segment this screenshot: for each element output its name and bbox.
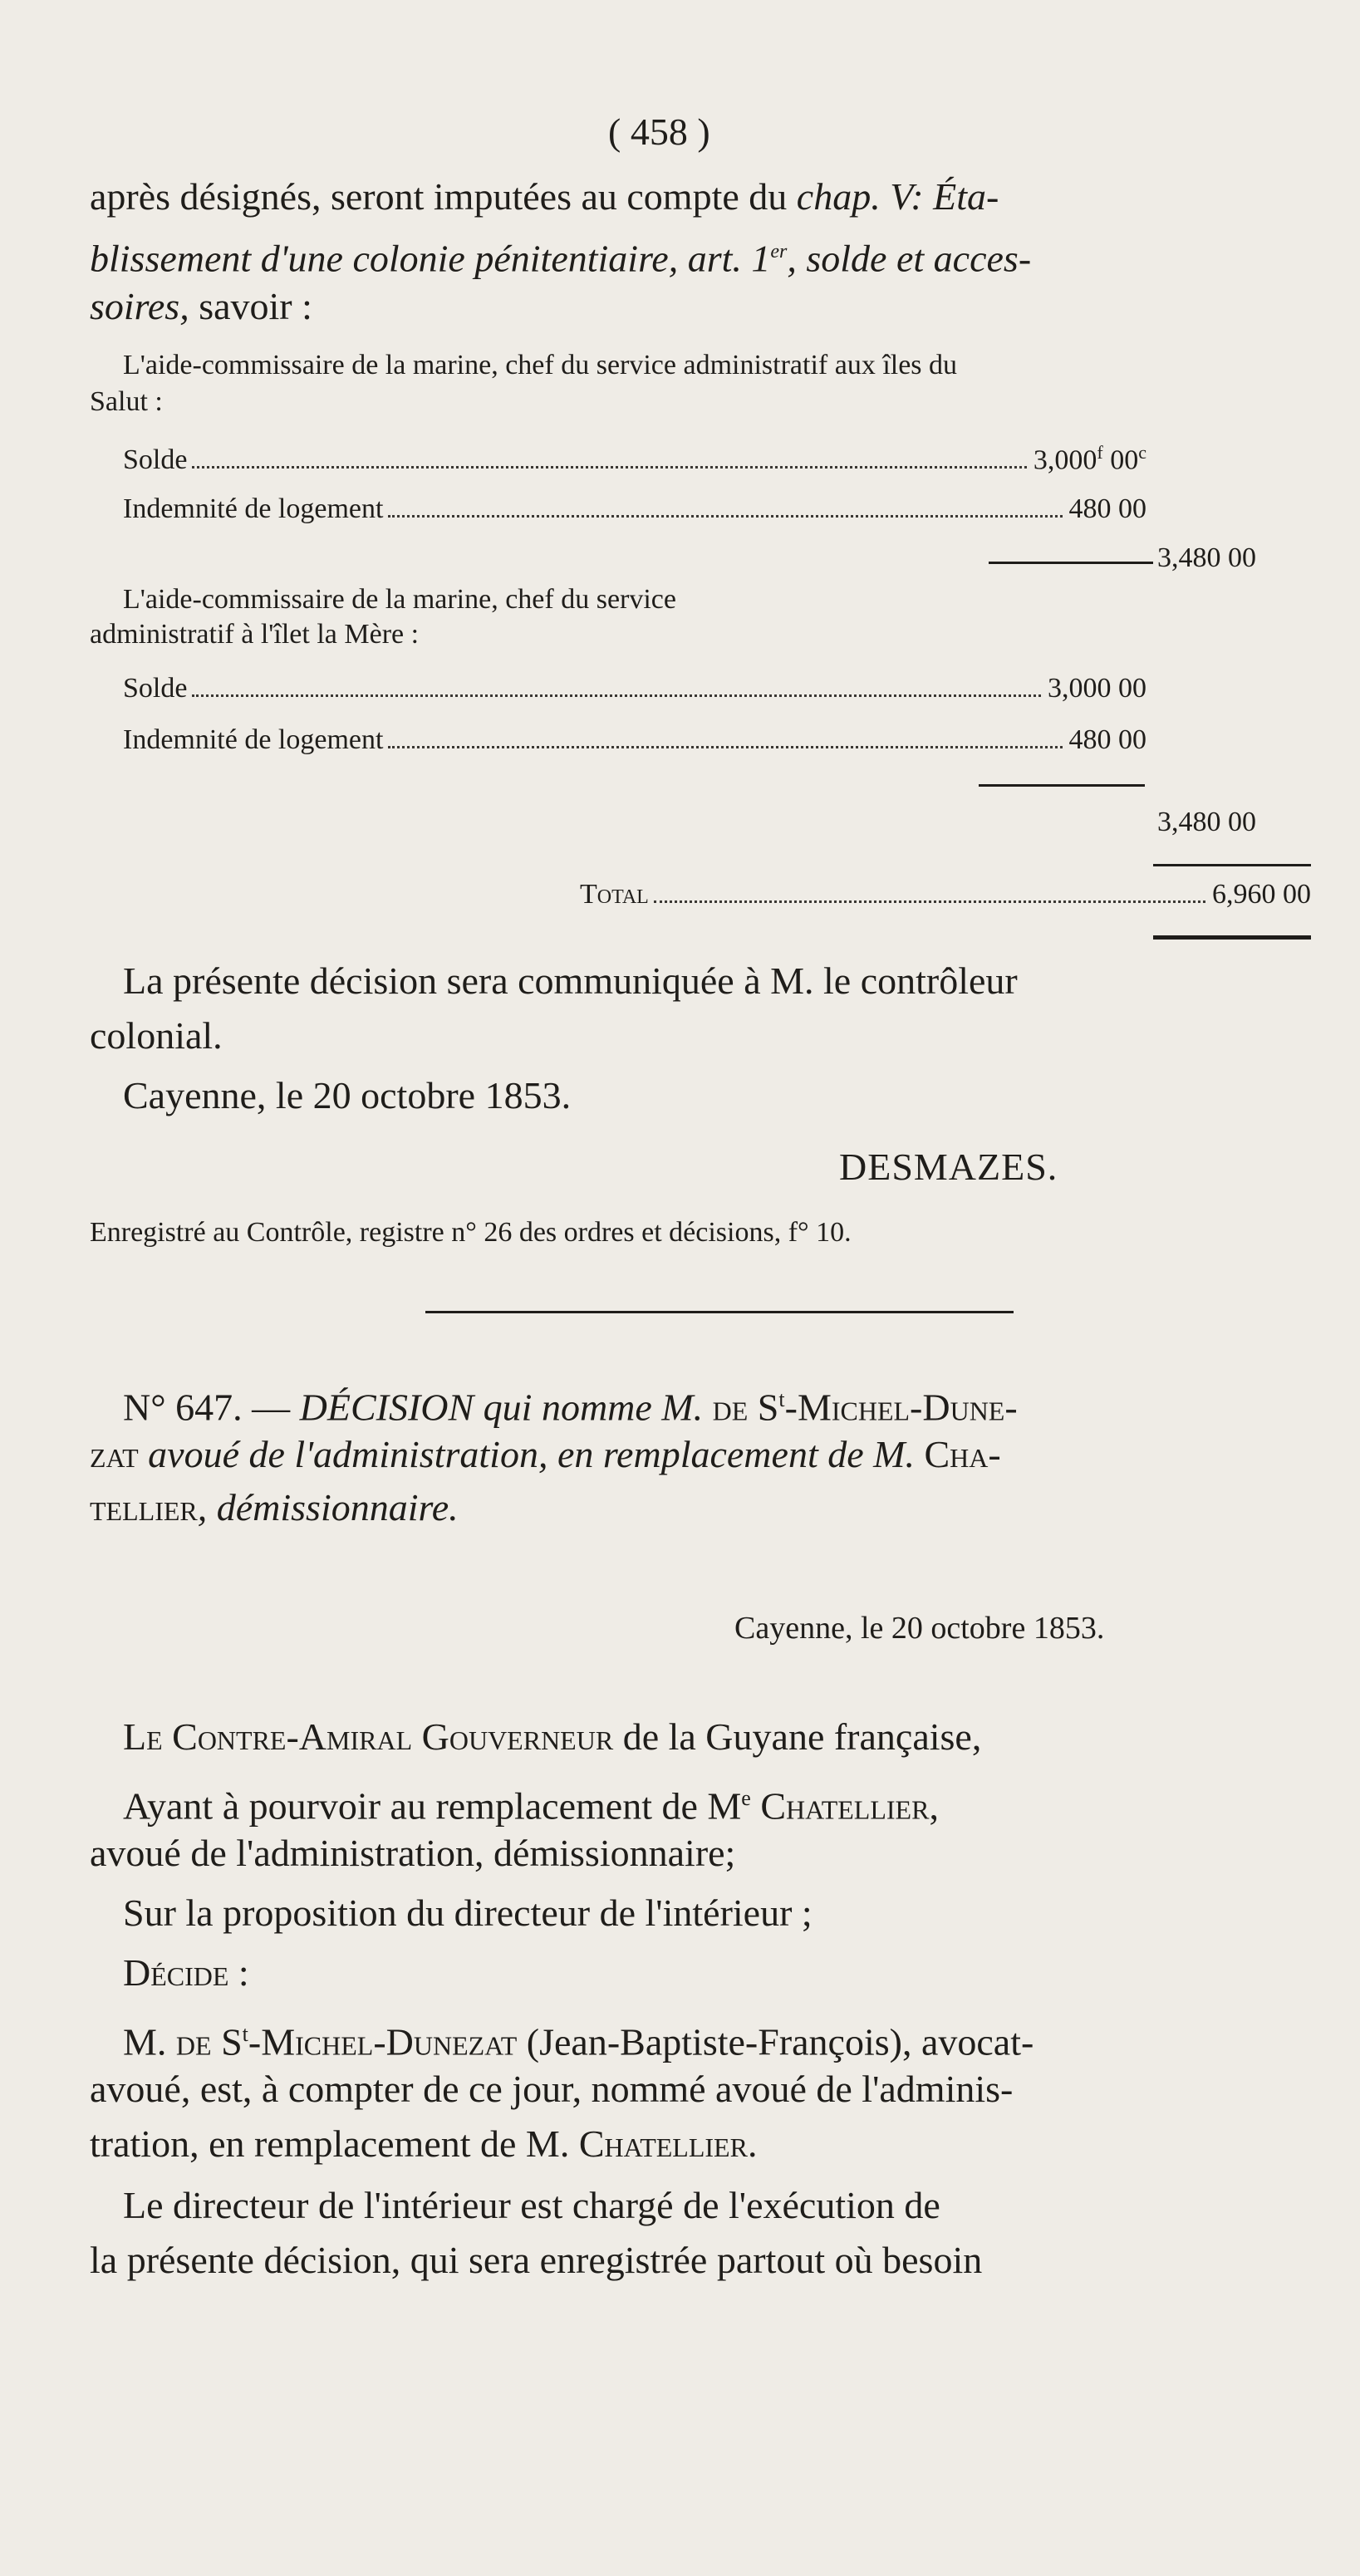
intro-line-2: blissement d'une colonie pénitentiaire, art. 1er, solde et acces- (90, 237, 1032, 280)
appointment-line-3: tration, en remplacement de M. Chatellier. (90, 2122, 758, 2165)
communication-line-2: colonial. (90, 1014, 223, 1057)
section1-row-logement: Indemnité de logement 480 00 (123, 493, 1146, 524)
subtotal-rule (989, 562, 1153, 564)
leader-dots (192, 466, 1026, 469)
section2-heading-2: administratif à l'îlet la Mère : (90, 619, 420, 650)
section2-subtotal: 3,480 00 (1157, 807, 1256, 837)
section1-row-solde: Solde 3,000$^f$ 00$^c$ (123, 442, 1146, 476)
leader-dots (654, 900, 1205, 903)
decision2-title-line-2: zat avoué de l'administration, en remplacement de M. Cha- (90, 1433, 1001, 1475)
intro-line-1: après désignés, seront imputées au compte du chap. V: Éta- (90, 175, 999, 218)
section2-row-logement: Indemnité de logement 480 00 (123, 724, 1146, 755)
total-rule-top (1153, 864, 1311, 866)
section1-subtotal: 3,480 00 (1157, 542, 1256, 573)
page-number: ( 458 ) (608, 110, 710, 153)
section-separator (425, 1311, 1014, 1313)
section2-heading-1: L'aide-commissaire de la marine, chef du service (123, 584, 676, 615)
leader-dots (192, 694, 1041, 697)
communication-line-1: La présente décision sera communiquée à M. le contrôleur (123, 959, 1018, 1002)
total-row: Total 6,960 00 (580, 879, 1311, 910)
ayant-line-1: Ayant à pourvoir au remplacement de Me Chatellier, (123, 1784, 939, 1828)
section1-heading-2: Salut : (90, 386, 163, 417)
decision2-title-line-3: tellier, démissionnaire. (90, 1486, 459, 1528)
intro-line-3: soires, savoir : (90, 285, 312, 327)
appointment-line-1: M. de $S^t-Michel$-Dunezat (Jean-Baptiste-François), avocat- (123, 2020, 1034, 2063)
total-rule-bottom (1153, 935, 1311, 940)
ayant-line-2: avoué de l'administration, démissionnaire; (90, 1832, 736, 1874)
decide-line: Décide : (123, 1951, 249, 1994)
place-date: Cayenne, le 20 octobre 1853. (123, 1074, 572, 1116)
appointment-line-2: avoué, est, à compter de ce jour, nommé avoué de l'adminis- (90, 2068, 1014, 2110)
leader-dots (388, 515, 1062, 518)
execution-line-1: Le directeur de l'intérieur est chargé de l'exécution de (123, 2184, 940, 2226)
signature: DESMAZES. (839, 1146, 1058, 1188)
execution-line-2: la présente décision, qui sera enregistrée partout où besoin (90, 2239, 983, 2281)
governor-line: Le Contre-Amiral Gouverneur de la Guyane française, (123, 1715, 982, 1758)
decision2-title-line-1: N° 647. — DÉCISION qui nomme M. de $S^t-Michel-Dune-$ (123, 1386, 1018, 1429)
decision2-place-date: Cayenne, le 20 octobre 1853. (734, 1611, 1105, 1646)
section2-row-solde: Solde 3,000 00 (123, 673, 1146, 704)
section1-heading-1: L'aide-commissaire de la marine, chef du service administratif aux îles du (123, 350, 958, 380)
leader-dots (388, 746, 1062, 748)
subtotal-rule (979, 784, 1145, 787)
registration-note: Enregistré au Contrôle, registre n° 26 des ordres et décisions, f° 10. (90, 1217, 852, 1248)
proposition-line: Sur la proposition du directeur de l'intérieur ; (123, 1892, 813, 1934)
